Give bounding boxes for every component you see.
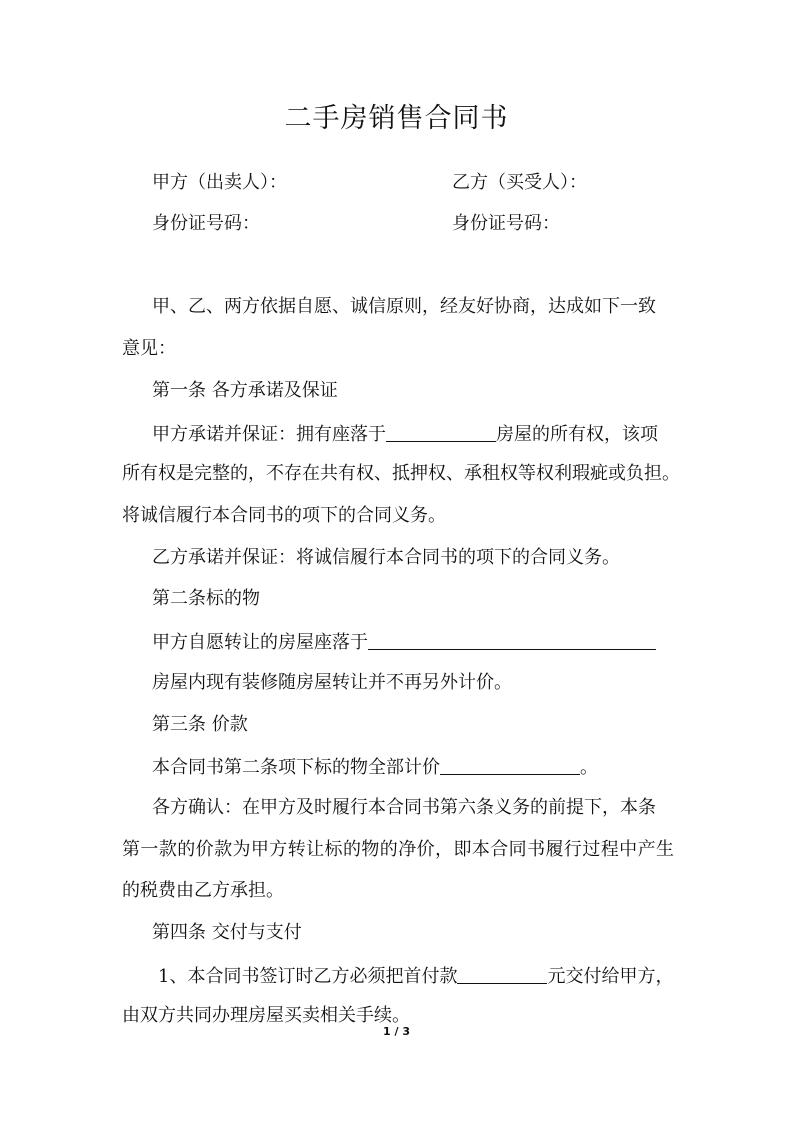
article1-seller-pre: 甲方承诺并保证：拥有座落于 bbox=[152, 424, 386, 445]
intro-line-2: 意见： bbox=[122, 338, 176, 359]
article4-item1-post: 元交付给甲方， bbox=[547, 966, 674, 987]
article1-seller-post: 房屋的所有权，该项 bbox=[496, 424, 658, 445]
article4-heading: 第四条 交付与支付 bbox=[152, 922, 302, 943]
article2-decoration: 房屋内现有装修随房屋转让并不再另外计价。 bbox=[152, 672, 512, 693]
seller-label: 甲方（出卖人）： bbox=[152, 172, 287, 193]
article1-heading: 第一条 各方承诺及保证 bbox=[152, 380, 338, 401]
article3-confirm-line-1: 各方确认：在甲方及时履行本合同书第六条义务的前提下，本条 bbox=[152, 797, 656, 818]
down-payment-blank bbox=[457, 963, 547, 984]
article4-item1 bbox=[158, 963, 673, 989]
article2-location bbox=[152, 629, 656, 655]
article3-price-post: 。 bbox=[580, 757, 598, 778]
seller-id-label: 身份证号码： bbox=[152, 213, 260, 234]
location-blank bbox=[368, 629, 656, 650]
address-blank bbox=[386, 421, 496, 442]
buyer-id-label: 身份证号码： bbox=[452, 213, 560, 234]
article2-location-pre: 甲方自愿转让的房屋座落于 bbox=[152, 632, 368, 653]
article3-price-pre: 本合同书第二条项下标的物全部计价 bbox=[152, 757, 440, 778]
page-number: 1 / 3 bbox=[383, 1025, 410, 1038]
article1-line-3: 将诚信履行本合同书的项下的合同义务。 bbox=[122, 505, 446, 526]
buyer-label: 乙方（买受人）： bbox=[452, 172, 587, 193]
article2-heading: 第二条标的物 bbox=[152, 588, 260, 609]
article3-price bbox=[152, 754, 598, 780]
article3-confirm-line-3: 的税费由乙方承担。 bbox=[122, 880, 284, 901]
article1-seller-promise bbox=[152, 421, 658, 447]
article3-heading: 第三条 价款 bbox=[152, 714, 248, 735]
article1-line-2: 所有权是完整的，不存在共有权、抵押权、承租权等权利瑕疵或负担。 bbox=[122, 463, 680, 484]
price-blank bbox=[440, 754, 580, 775]
intro-line-1: 甲、乙、两方依据自愿、诚信原则，经友好协商，达成如下一致 bbox=[152, 296, 656, 317]
document-title: 二手房销售合同书 bbox=[284, 103, 509, 134]
article3-confirm-line-2: 第一款的价款为甲方转让标的物的净价，即本合同书履行过程中产生 bbox=[122, 839, 674, 860]
article4-item1-line-2: 由双方共同办理房屋买卖相关手续。 bbox=[122, 1005, 410, 1026]
article1-buyer-promise: 乙方承诺并保证：将诚信履行本合同书的项下的合同义务。 bbox=[152, 547, 620, 568]
article4-item1-pre: 1、本合同书签订时乙方必须把首付款 bbox=[158, 966, 458, 987]
